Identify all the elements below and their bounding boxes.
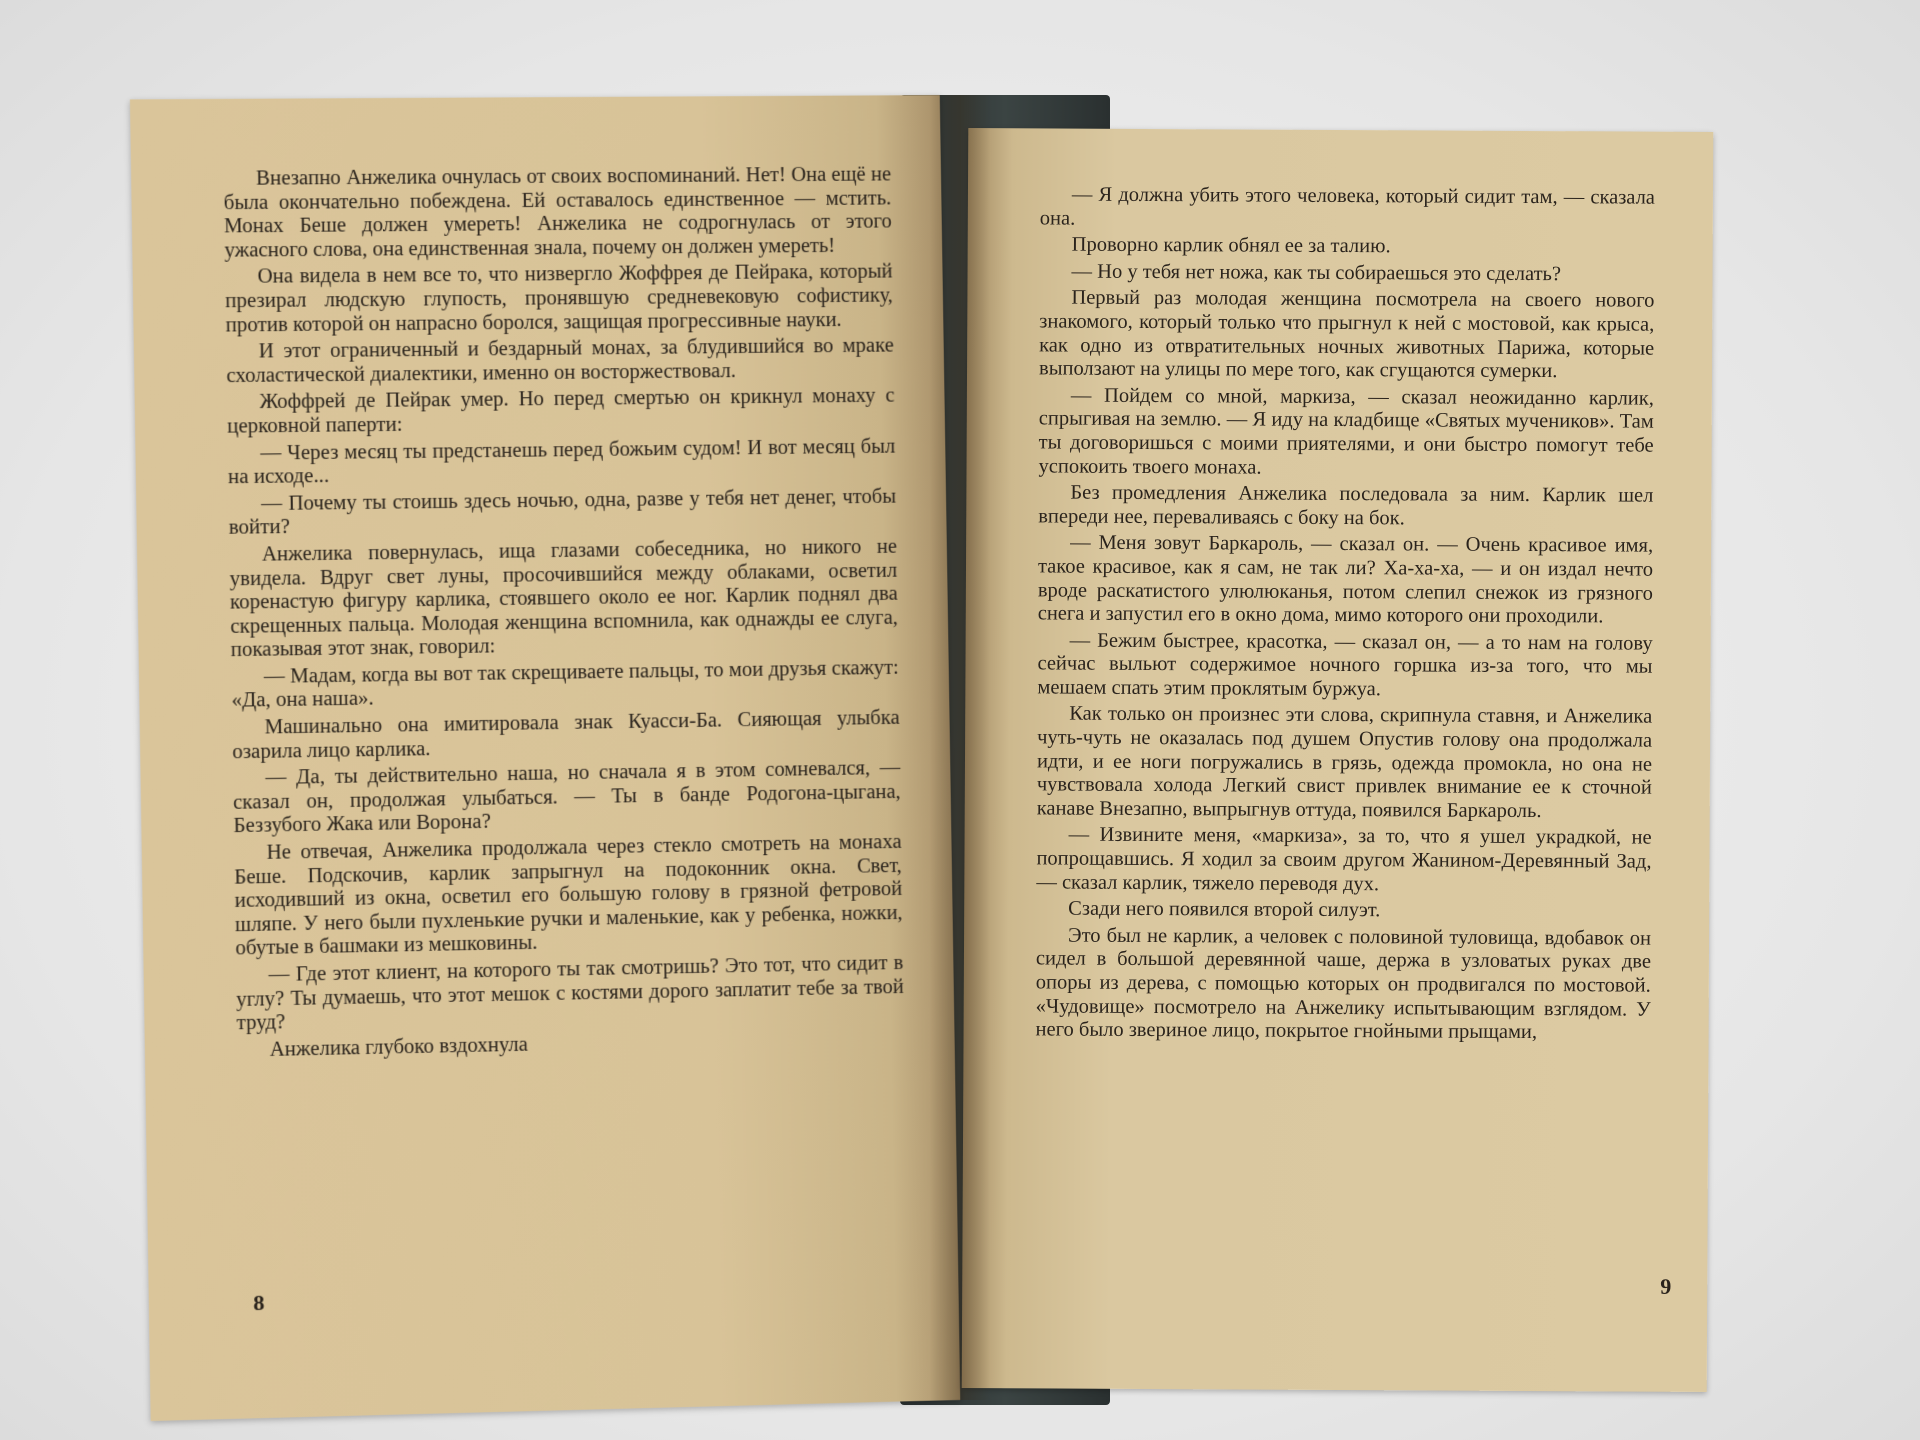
paragraph: — Я должна убить этого человека, который сидит там, — сказала она.: [1039, 183, 1656, 230]
paragraph: — Почему ты стоишь здесь ночью, одна, разве у тебя нет денег, чтобы войти?: [228, 485, 897, 540]
paragraph: — Через месяц ты предстанешь перед божьим судом! И вот месяц был на исходе...: [227, 435, 896, 489]
paragraph: — Мадам, когда вы вот так скрещиваете пальцы, то мои друзья скажут: «Да, она наша».: [231, 656, 899, 713]
paragraph: Это был не карлик, а человек с половиной туловища, вдобавок он сидел в большой деревянной чаше, держа в узловатых руках две опоры из дерева, с помощью которых он продвигался по мостовой. «Чудовище» посмотрело на Анжелику испытывающим взглядом. У него было звериное лицо, покрытое гнойными прыщами,: [1035, 924, 1652, 1044]
paragraph: Проворно карлик обнял ее за талию.: [1071, 233, 1391, 258]
paragraph: Она видела в нем все то, что низвергло Жоффрея де Пейрака, который презирал людскую глупость, пронявшую средневековую софистику, против которой он напрасно боролся, защищая прогрессивные науки.: [225, 260, 894, 337]
paragraph: Жоффрей де Пейрак умер. Но перед смертью он крикнул монаху с церковной паперти:: [227, 384, 895, 438]
paragraph: Первый раз молодая женщина посмотрела на своего нового знакомого, который только что прыгнул к ней с мостовой, как крыса, как одно из отвратительных ночных животных Парижа, которые выползают на улицы по мере того, как сгущаются сумерки.: [1038, 286, 1655, 383]
left-page-text: [223, 163, 905, 1066]
paragraph: — Меня зовут Баркароль, — сказал он. — Очень красивое имя, такое красивое, как я сам, не так ли? Ха-ха-ха, — и он издал нечто вроде раскатистого улюлюканья, потом слепил снежок из грязного снега и запустил его в окно дома, мимо которого они проходили.: [1037, 531, 1654, 628]
page-number: 8: [253, 1289, 265, 1316]
paragraph: — Где этот клиент, на которого ты так смотришь? Это тот, что сидит в углу? Ты думаешь, что этот мешок с костями дорого заплатит тебе за твой труд?: [236, 951, 904, 1035]
paragraph: — Да, ты действительно наша, но сначала я в этом сомневался, — сказал он, продолжая улыбаться. — Ты в банде Родогона-цыгана, Беззубого Жака или Ворона?: [232, 757, 901, 838]
paragraph: — Пойдем со мной, маркиза, — сказал неожиданно карлик, спрыгивая на землю. — Я иду на кладбище «Святых мучеников». Там ты договоришься с моими приятелями, и они быстро помогут тебе успокоить твоего монаха.: [1038, 384, 1654, 479]
paragraph: Анжелика глубоко вздохнула: [269, 1033, 529, 1061]
right-page-text: [1036, 183, 1656, 1048]
paragraph: — Бежим быстрее, красотка, — сказал он, — а то нам на голову сейчас выльют содержимое ночного горшка из-за того, что мы мешаем спать этим проклятым буржуа.: [1037, 629, 1653, 701]
open-book: [150, 95, 1710, 1405]
paragraph: И этот ограниченный и бездарный монах, за блудившийся во мраке схоластической диалектики, именно он восторжествовал.: [226, 334, 894, 387]
page-number: 9: [1660, 1273, 1672, 1299]
paragraph: — Но у тебя нет ножа, как ты собираешься это сделать?: [1071, 260, 1562, 285]
paragraph: Сзади него появился второй силуэт.: [1068, 897, 1381, 922]
left-page: [130, 95, 960, 1421]
paragraph: Анжелика повернулась, ища глазами собеседника, но никого не увидела. Вдруг свет луны, просочившийся между облаками, осветил коренастую фигуру карлика, стоявшего около ее ног. Карлик поднял два скрещенных пальца. Молодая женщина вспомнила, как однажды ее слуга, показывая этот знак, говорил:: [229, 535, 899, 662]
paragraph: Не отвечая, Анжелика продолжала через стекло смотреть на монаха Беше. Подскочив, карлик запрыгнул на подоконник окна. Свет, исходивший из окна, осветил его большую голову в грязной фетровой шляпе. У него были пухленькие ручки и маленькие, как у ребенка, ножки, обутые в башмаки из мешковины.: [234, 830, 903, 960]
right-page: [962, 128, 1714, 1392]
paragraph: Внезапно Анжелика очнулась от своих воспоминаний. Нет! Она ещё не была окончательно побеждена. Ей оставалось единственное — мстить. Монах Беше должен умереть! Анжелика не содрогнулась от этого ужасного слова, она единственная знала, почему он должен умереть!: [223, 163, 892, 262]
paragraph: — Извините меня, «маркиза», за то, что я ушел украдкой, не попрощавшись. Я ходил за своим другом Жанином-Деревянный Зад, — сказал карлик, тяжело переводя дух.: [1036, 824, 1652, 895]
paragraph: Без промедления Анжелика последовала за ним. Карлик шел впереди нее, переваливаясь с боку на бок.: [1038, 481, 1654, 530]
paragraph: Как только он произнес эти слова, скрипнула ставня, и Анжелика чуть-чуть не оказалась под душем Опустив голову она продолжала идти, и ее ноги погружались в грязь, одежда промокла, но она не чувствовала холода Легкий свист привлек внимание ее к сточной канаве Внезапно, выпрыгнув оттуда, появился Баркароль.: [1036, 703, 1653, 822]
paragraph: Машинально она имитировала знак Куасси-Ба. Сияющая улыбка озарила лицо карлика.: [232, 706, 900, 763]
